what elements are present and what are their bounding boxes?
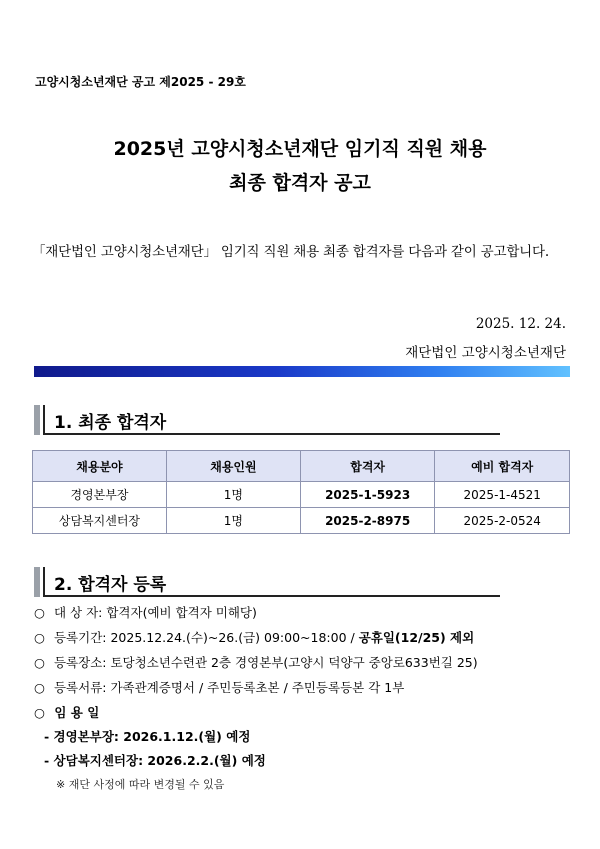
table-header-row bbox=[33, 451, 570, 482]
item-text: 합격자(예비 합격자 미해당) bbox=[106, 605, 257, 620]
list-item bbox=[34, 628, 474, 646]
item-text: 2025.12.24.(수)~26.(금) 09:00~18:00 / bbox=[110, 630, 355, 645]
column-header: 채용인원 bbox=[166, 451, 300, 482]
table-cell: 2025-1-4521 bbox=[435, 482, 570, 508]
heading-accent bbox=[34, 405, 40, 435]
announcement-date: 2025. 12. 24. bbox=[475, 316, 566, 332]
item-text: 가족관계증명서 / 주민등록초본 / 주민등록등본 각 1부 bbox=[110, 680, 405, 695]
circle-bullet-icon: ○ bbox=[34, 655, 45, 670]
item-label: 대 상 자: bbox=[53, 605, 103, 620]
page-subtitle: 최종 합격자 공고 bbox=[229, 172, 371, 194]
circle-bullet-icon: ○ bbox=[34, 605, 45, 620]
intro-text: 「재단법인 고양시청소년재단」 임기직 직원 채용 최종 합격자를 다음과 같이 공고합니다. bbox=[32, 244, 549, 260]
column-header: 채용분야 bbox=[33, 451, 167, 482]
circle-bullet-icon: ○ bbox=[34, 680, 45, 695]
footnote: ※ 재단 사정에 따라 변경될 수 있음 bbox=[56, 778, 225, 791]
item-emphasis: 공휴일(12/25) 제외 bbox=[358, 630, 475, 645]
appointment-item: - 상담복지센터장: 2026.2.2.(월) 예정 bbox=[44, 753, 266, 768]
heading-accent bbox=[34, 567, 40, 597]
page-title: 2025년 고양시청소년재단 임기직 직원 채용 bbox=[113, 138, 487, 160]
circle-bullet-icon: ○ bbox=[34, 630, 45, 645]
table-cell: 경영본부장 bbox=[33, 482, 167, 508]
table-cell: 1명 bbox=[166, 482, 300, 508]
gradient-divider bbox=[34, 366, 570, 377]
table-cell: 상담복지센터장 bbox=[33, 508, 167, 534]
section-heading-final-results bbox=[34, 405, 500, 435]
appointment-heading: 임 용 일 bbox=[54, 705, 100, 720]
table-cell: 2025-1-5923 bbox=[300, 482, 435, 508]
heading-line bbox=[43, 567, 45, 597]
appointment-item: - 경영본부장: 2026.1.12.(월) 예정 bbox=[44, 729, 251, 744]
results-table bbox=[32, 450, 570, 534]
heading-underline bbox=[43, 595, 500, 597]
heading-underline bbox=[43, 433, 500, 435]
heading-line bbox=[43, 405, 45, 435]
section-title: 1. 최종 합격자 bbox=[54, 413, 167, 433]
list-item bbox=[34, 653, 478, 671]
table-row bbox=[33, 482, 570, 508]
section-heading-registration bbox=[34, 567, 500, 597]
column-header: 예비 합격자 bbox=[435, 451, 570, 482]
column-header: 합격자 bbox=[300, 451, 435, 482]
section-title: 2. 합격자 등록 bbox=[54, 575, 167, 595]
table-cell: 1명 bbox=[166, 508, 300, 534]
item-label: 등록장소: bbox=[53, 655, 107, 670]
item-label: 등록서류: bbox=[53, 680, 107, 695]
list-item bbox=[34, 603, 257, 621]
item-label: 등록기간: bbox=[53, 630, 107, 645]
item-text: 토당청소년수련관 2층 경영본부(고양시 덕양구 중앙로633번길 25) bbox=[110, 655, 478, 670]
notice-number: 고양시청소년재단 공고 제2025 - 29호 bbox=[35, 75, 246, 89]
organization-name: 재단법인 고양시청소년재단 bbox=[405, 345, 566, 361]
circle-bullet-icon: ○ bbox=[34, 705, 45, 720]
table-row bbox=[33, 508, 570, 534]
table-cell: 2025-2-0524 bbox=[435, 508, 570, 534]
list-item bbox=[34, 678, 404, 696]
table-cell: 2025-2-8975 bbox=[300, 508, 435, 534]
list-item bbox=[34, 703, 99, 721]
